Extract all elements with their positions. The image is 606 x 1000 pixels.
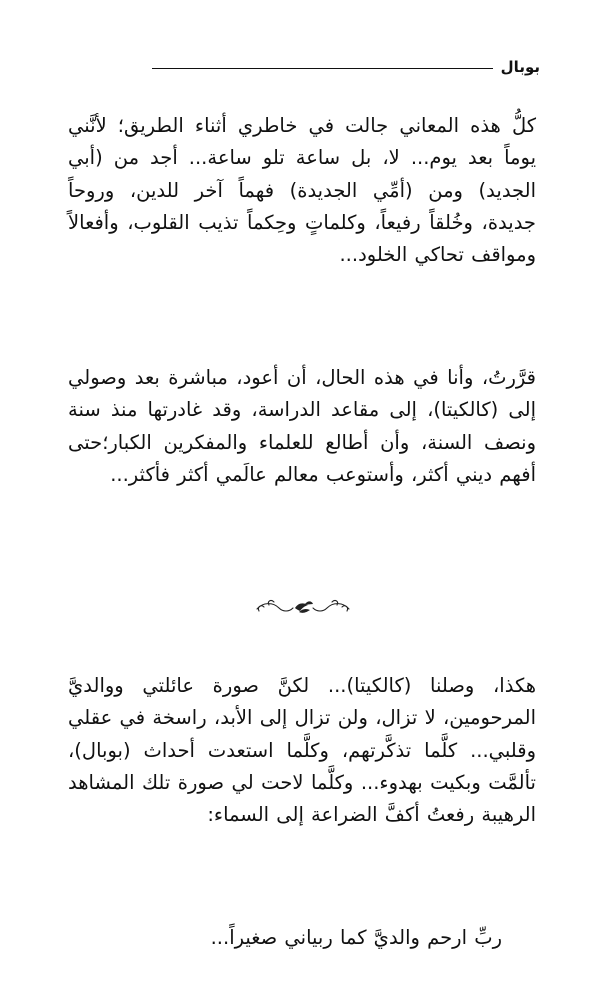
paragraph-2: قرَّرتُ، وأنا في هذه الحال، أن أعود، مباشرة بعد وصولي إلى (كالكيتا)، إلى مقاعد الدراسة، وقد غادرتها منذ سنة ونصف السنة، وأن أطالع للعلماء والمفكرين الكبار؛حتى أفهم ديني أكثر، وأستوعب معالم عالَمي أكثر فأكثر... — [68, 366, 536, 486]
floral-divider-icon — [253, 596, 353, 620]
chapter-title: بوبال — [500, 58, 540, 76]
paragraph-4: ربِّ ارحم والديَّ كما ربياني صغيراً... — [210, 926, 502, 949]
paragraph-1: كلُّ هذه المعاني جالت في خاطري أثناء الطريق؛ لأنَّني يوماً بعد يوم... لا، بل ساعة تلو ساعة... أجد من (أبي الجديد) ومن (أمِّي الجديدة) فهماً آخر للدين، وروحاً جديدة، وخُلقاً رفيعاً، وكلماتٍ وحِكماً تذيب القلوب، وأفعالاً ومواقف تحاكي الخلود... — [68, 114, 536, 267]
header-rule — [152, 68, 493, 69]
paragraph-3: هكذا، وصلنا (كالكيتا)... لكنَّ صورة عائلتي ووالديَّ المرحومين، لا تزال، ولن تزال إلى الأبد، راسخة في عقلي وقلبي... كلَّما تذكَّرتهم، وكلَّما استعدت أحداث (بوبال)، تألمَّت وبكيت بهدوء... وكلَّما لاحت لي صورة تلك المشاهد الرهيبة رفعتُ أكفَّ الضراعة إلى السماء: — [68, 674, 536, 827]
running-header — [152, 56, 540, 78]
